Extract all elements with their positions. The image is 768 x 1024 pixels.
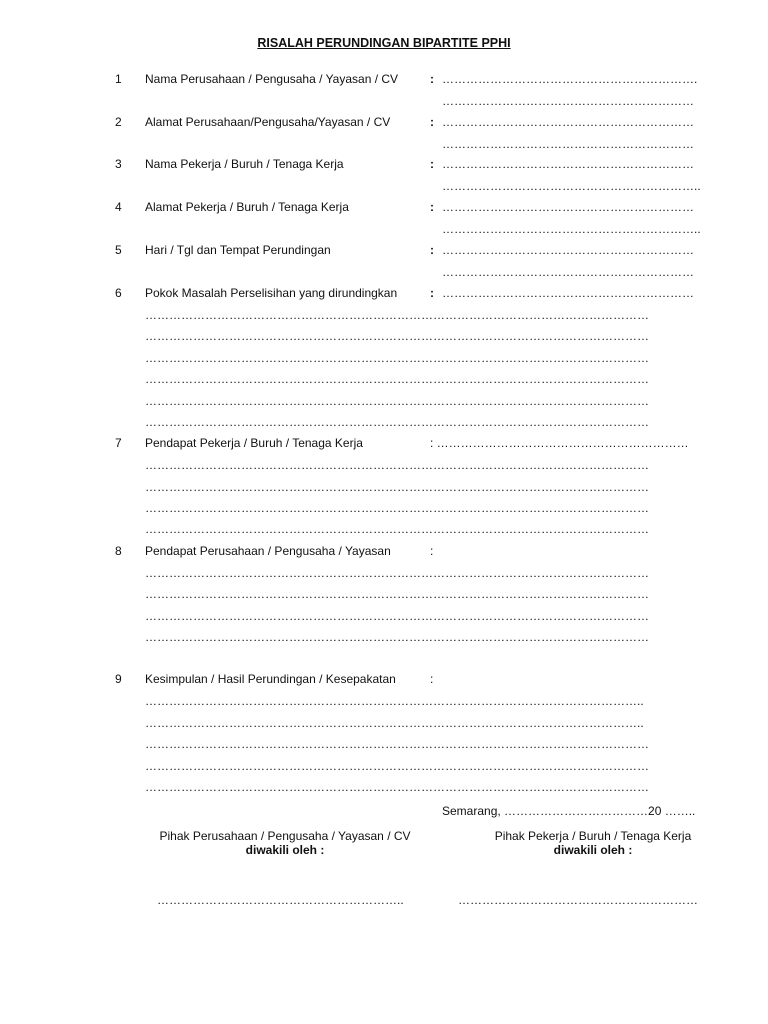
fill-line-worker-opinion[interactable]: : ………………………………………………………	[430, 436, 689, 450]
fill-line-date-place-2[interactable]: ………………………………………………………	[442, 265, 694, 279]
fill-line-dispute-subject[interactable]: ………………………………………………………	[442, 286, 694, 300]
fill-line[interactable]: ………………………………………………………………………………………………………………	[145, 737, 649, 751]
fill-line-company-address-2[interactable]: ………………………………………………………	[442, 137, 694, 151]
item-number: 1	[115, 72, 122, 86]
fill-line[interactable]: ……………………………………………………………………………………………………………..	[145, 716, 644, 730]
item-colon: :	[430, 157, 434, 171]
item-label-date-place: Hari / Tgl dan Tempat Perundingan	[145, 243, 331, 257]
fill-line[interactable]: ………………………………………………………………………………………………………………	[145, 394, 649, 408]
item-label-company-name: Nama Perusahaan / Pengusaha / Yayasan / CV	[145, 72, 399, 86]
right-party-label: Pihak Pekerja / Buruh / Tenaga Kerja	[494, 829, 692, 843]
fill-line[interactable]: ………………………………………………………………………………………………………………	[145, 587, 649, 601]
item-colon: :	[430, 72, 434, 86]
fill-line-date-place[interactable]: ………………………………………………………	[442, 243, 694, 257]
fill-line-worker-name[interactable]: ………………………………………………………	[442, 157, 694, 171]
item-number: 8	[115, 544, 122, 558]
fill-line[interactable]: ………………………………………………………………………………………………………………	[145, 458, 649, 472]
fill-line[interactable]: ………………………………………………………………………………………………………………	[145, 566, 649, 580]
item-number: 6	[115, 286, 122, 300]
item-colon: :	[430, 672, 434, 686]
item-label-worker-opinion: Pendapat Pekerja / Buruh / Tenaga Kerja	[145, 436, 363, 450]
item-label-dispute-subject: Pokok Masalah Perselisihan yang dirundingkan	[145, 286, 398, 300]
fill-line[interactable]: ………………………………………………………………………………………………………………	[145, 780, 649, 794]
fill-line[interactable]: ………………………………………………………………………………………………………………	[145, 609, 649, 623]
item-colon: :	[430, 286, 434, 300]
fill-line[interactable]: ………………………………………………………………………………………………………………	[145, 630, 649, 644]
right-representative-label: diwakili oleh :	[553, 843, 633, 857]
fill-line[interactable]: ……………………………………………………………………………………………………………..	[145, 694, 644, 708]
fill-line[interactable]: ………………………………………………………………………………………………………………	[145, 372, 649, 386]
item-label-company-opinion: Pendapat Perusahaan / Pengusaha / Yayasan	[145, 544, 391, 558]
fill-line[interactable]: ………………………………………………………………………………………………………………	[145, 351, 649, 365]
item-number: 5	[115, 243, 122, 257]
fill-line[interactable]: ………………………………………………………………………………………………………………	[145, 308, 649, 322]
left-representative-label: diwakili oleh :	[245, 843, 325, 857]
fill-line[interactable]: ………………………………………………………………………………………………………………	[145, 480, 649, 494]
item-number: 2	[115, 115, 122, 129]
fill-line-company-name[interactable]: ……………………………………………………….	[442, 72, 698, 86]
fill-line-company-address[interactable]: ………………………………………………………	[442, 115, 694, 129]
item-number: 3	[115, 157, 122, 171]
fill-line-worker-address-2[interactable]: ………………………………………………………..	[442, 222, 701, 236]
item-label-worker-address: Alamat Pekerja / Buruh / Tenaga Kerja	[145, 200, 349, 214]
fill-line[interactable]: ………………………………………………………………………………………………………………	[145, 329, 649, 343]
item-number: 9	[115, 672, 122, 686]
fill-line[interactable]: ………………………………………………………………………………………………………………	[145, 759, 649, 773]
fill-line-worker-address[interactable]: ………………………………………………………	[442, 200, 694, 214]
fill-line[interactable]: ………………………………………………………………………………………………………………	[145, 522, 649, 536]
fill-line[interactable]: ………………………………………………………………………………………………………………	[145, 501, 649, 515]
fill-line-company-name-2[interactable]: ………………………………………………………	[442, 94, 694, 108]
document-title: RISALAH PERUNDINGAN BIPARTITE PPHI	[257, 36, 511, 50]
item-colon: :	[430, 243, 434, 257]
item-colon: :	[430, 200, 434, 214]
fill-line[interactable]: ………………………………………………………………………………………………………………	[145, 415, 649, 429]
item-label-conclusion: Kesimpulan / Hasil Perundingan / Kesepakatan	[145, 672, 396, 686]
item-colon: :	[430, 544, 434, 558]
item-label-worker-name: Nama Pekerja / Buruh / Tenaga Kerja	[145, 157, 344, 171]
fill-line-worker-name-2[interactable]: ………………………………………………………..	[442, 179, 701, 193]
item-label-company-address: Alamat Perusahaan/Pengusaha/Yayasan / CV	[145, 115, 391, 129]
item-number: 4	[115, 200, 122, 214]
right-signature-line[interactable]: ……………………………………………………	[458, 893, 698, 907]
item-colon: :	[430, 115, 434, 129]
item-number: 7	[115, 436, 122, 450]
left-party-label: Pihak Perusahaan / Pengusaha / Yayasan / CV	[159, 829, 411, 843]
left-signature-line[interactable]: ……………………………………………………..	[157, 893, 404, 907]
place-date-line[interactable]: Semarang, ………………………………20 ……..	[442, 804, 696, 818]
